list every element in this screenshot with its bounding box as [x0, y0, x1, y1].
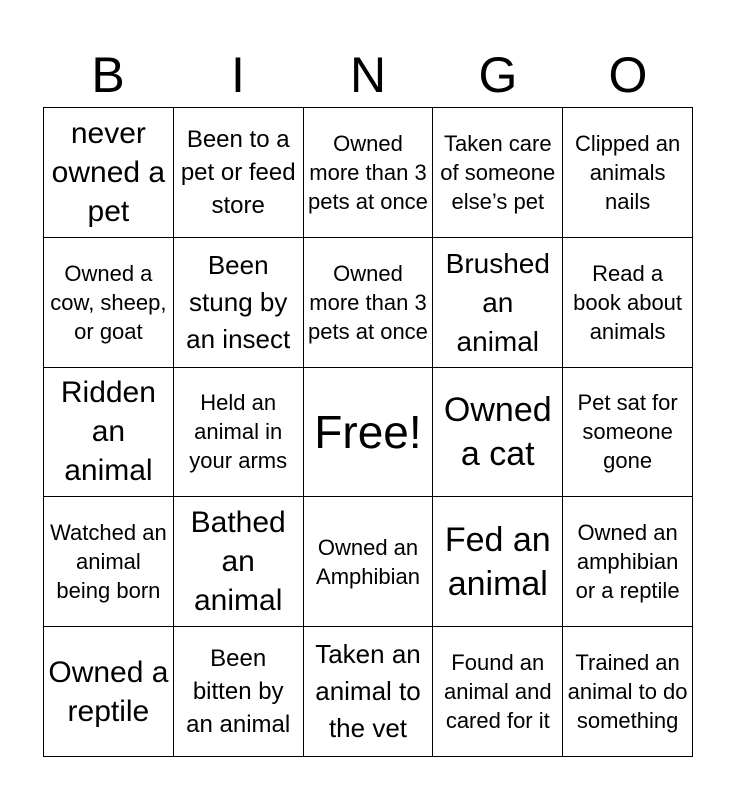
header-letter-g: G	[478, 47, 518, 103]
cell-text: Brushed an animal	[445, 247, 550, 357]
cell-text: Fed an animal	[444, 520, 551, 603]
bingo-cell[interactable]	[44, 497, 174, 627]
header-letter-b: B	[91, 47, 125, 103]
cell-text: Owned more than 3 pets at once	[308, 260, 428, 344]
cell-text: Pet sat for someone gone	[577, 390, 678, 474]
bingo-cell[interactable]	[174, 627, 304, 757]
bingo-cell[interactable]	[304, 238, 434, 368]
bingo-cell[interactable]	[304, 627, 434, 757]
cell-text: Taken an animal to the vet	[315, 639, 421, 744]
bingo-cell[interactable]	[304, 108, 434, 238]
bingo-cell[interactable]	[433, 368, 563, 498]
cell-text: Found an animal and cared for it	[443, 650, 552, 734]
cell-text: Owned an Amphibian	[316, 534, 420, 589]
bingo-cell[interactable]	[174, 368, 304, 498]
cell-text: Bathed an animal	[190, 506, 286, 618]
header-letter-o: O	[608, 47, 648, 103]
cell-text: Clipped an animals nails	[575, 130, 681, 214]
bingo-cell[interactable]	[433, 627, 563, 757]
cell-text: Read a book about animals	[573, 260, 683, 344]
header-letter-i: I	[231, 47, 245, 103]
bingo-cell[interactable]	[44, 108, 174, 238]
bingo-cell[interactable]	[563, 108, 693, 238]
cell-text: Owned an amphibian or a reptile	[575, 520, 680, 604]
bingo-cell[interactable]	[433, 238, 563, 368]
bingo-cell[interactable]	[44, 238, 174, 368]
cell-text: Trained an animal to do something	[567, 650, 688, 734]
bingo-cell[interactable]	[174, 108, 304, 238]
cell-text: Been stung by an insect	[186, 249, 291, 354]
cell-text: Been to a pet or feed store	[180, 125, 296, 219]
bingo-cell[interactable]	[174, 238, 304, 368]
cell-text: Owned a cow, sheep, or goat	[50, 260, 167, 344]
header-letter-n: N	[349, 47, 387, 103]
free-space-text: Free!	[314, 405, 422, 458]
bingo-board	[43, 107, 693, 757]
cell-text: Watched an animal being born	[50, 520, 167, 604]
cell-text: Owned a cat	[443, 390, 552, 473]
cell-text: Owned more than 3 pets at once	[308, 130, 428, 214]
cell-text: never owned a pet	[51, 116, 166, 228]
bingo-cell[interactable]	[433, 497, 563, 627]
bingo-cell[interactable]	[304, 497, 434, 627]
bingo-cell[interactable]	[563, 627, 693, 757]
bingo-header	[43, 44, 693, 106]
bingo-cell[interactable]	[44, 368, 174, 498]
cell-text: Ridden an animal	[60, 376, 156, 488]
bingo-cell[interactable]	[174, 497, 304, 627]
bingo-cell[interactable]	[44, 627, 174, 757]
bingo-cell[interactable]	[563, 238, 693, 368]
cell-text: Held an animal in your arms	[189, 390, 288, 474]
bingo-cell[interactable]	[563, 497, 693, 627]
cell-text: Been bitten by an animal	[186, 645, 291, 739]
bingo-cell-free[interactable]	[304, 368, 434, 498]
cell-text: Taken care of someone else’s pet	[440, 130, 556, 214]
bingo-cell[interactable]	[433, 108, 563, 238]
bingo-cell[interactable]	[563, 368, 693, 498]
cell-text: Owned a reptile	[48, 655, 169, 728]
